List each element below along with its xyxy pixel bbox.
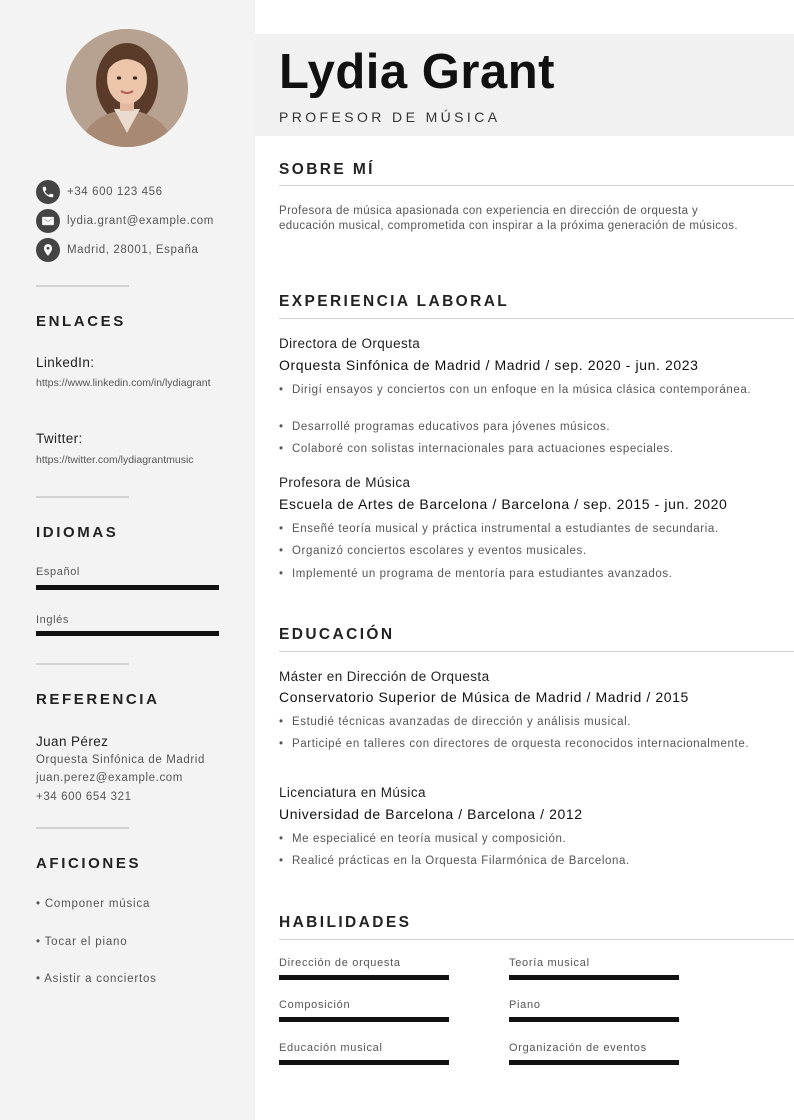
education-bullet: • Me especialicé en teoría musical y composición. [279,832,759,847]
phone-text: +34 600 123 456 [67,186,163,198]
education-bullet: • Realicé prácticas en la Orquesta Filarmónica de Barcelona. [279,854,759,869]
linkedin-url[interactable]: https://www.linkedin.com/in/lydiagrant [36,377,211,389]
job-role: Directora de Orquesta [279,336,421,351]
language-level-bar [36,631,219,636]
reference-phone: +34 600 654 321 [36,791,132,803]
section-rule [279,939,794,940]
job-bullet: • Implementé un programa de mentoría para estudiantes avanzados. [279,567,759,582]
portrait-image [66,29,188,147]
languages-heading: IDIOMAS [36,524,119,541]
contact-phone [36,180,163,204]
sidebar [0,0,255,1120]
language-name: Español [36,566,80,578]
skill-name: Composición [279,999,351,1011]
reference-org: Orquesta Sinfónica de Madrid [36,754,205,766]
skill-name: Teoría musical [509,957,590,969]
skill-name: Dirección de orquesta [279,957,401,969]
language-level-bar [36,585,219,590]
twitter-url[interactable]: https://twitter.com/lydiagrantmusic [36,454,194,466]
education-heading: EDUCACIÓN [279,626,395,643]
mail-icon [36,209,60,233]
language-name: Inglés [36,614,69,626]
degree-title: Máster en Dirección de Orquesta [279,669,490,684]
contact-email [36,209,214,233]
experience-heading: EXPERIENCIA LABORAL [279,293,510,310]
degree-org: Conservatorio Superior de Música de Madrid / Madrid / 2015 [279,689,689,705]
section-rule [279,651,794,652]
candidate-name: Lydia Grant [279,45,555,99]
twitter-label: Twitter: [36,431,83,446]
degree-org: Universidad de Barcelona / Barcelona / 2012 [279,806,583,822]
email-text[interactable]: lydia.grant@example.com [67,215,214,227]
hobby-text: Componer música [44,898,151,910]
divider [36,663,129,665]
contact-location [36,238,199,262]
linkedin-label: LinkedIn: [36,355,95,370]
hobby-item: • Tocar el piano [36,936,128,948]
reference-email[interactable]: juan.perez@example.com [36,772,183,784]
hobbies-heading: AFICIONES [36,855,142,872]
avatar [66,29,188,147]
hobby-item: • Asistir a conciertos [36,973,157,985]
education-bullet: • Estudié técnicas avanzadas de dirección y análisis musical. [279,715,759,730]
skill-level-bar [279,1060,449,1065]
skill-level-bar [509,1017,679,1022]
job-bullet: • Enseñé teoría musical y práctica instrumental a estudiantes de secundaria. [279,522,759,537]
phone-icon [36,180,60,204]
skill-name: Educación musical [279,1042,383,1054]
job-bullet: • Organizó conciertos escolares y eventos musicales. [279,544,759,559]
hobby-item: • Componer música [36,898,151,910]
skill-name: Piano [509,999,541,1011]
job-org: Escuela de Artes de Barcelona / Barcelona / sep. 2015 - jun. 2020 [279,496,728,512]
job-bullet: • Desarrollé programas educativos para jóvenes músicos. [279,420,759,435]
skill-level-bar [279,1017,449,1022]
divider [36,827,129,829]
skill-name: Organización de eventos [509,1042,647,1054]
links-heading: ENLACES [36,313,126,330]
reference-name: Juan Pérez [36,734,109,749]
hobby-text: Tocar el piano [44,936,128,948]
divider [36,285,129,287]
skill-level-bar [279,975,449,980]
location-pin-icon [36,238,60,262]
job-bullet: • Colaboré con solistas internacionales para actuaciones especiales. [279,442,759,457]
education-bullet: • Participé en talleres con directores de orquesta reconocidos internacionalmente. [279,737,759,752]
job-role: Profesora de Música [279,475,411,490]
job-title: PROFESOR DE MÚSICA [279,109,501,125]
skill-level-bar [509,975,679,980]
section-rule [279,185,794,186]
section-rule [279,318,794,319]
about-text: Profesora de música apasionada con experiencia en dirección de orquesta y educación musical, comprometida con inspirar a la próxima generación de músicos. [279,205,738,232]
reference-heading: REFERENCIA [36,691,160,708]
job-org: Orquesta Sinfónica de Madrid / Madrid / sep. 2020 - jun. 2023 [279,357,699,373]
degree-title: Licenciatura en Música [279,785,426,800]
about-heading: SOBRE MÍ [279,161,375,178]
skills-heading: HABILIDADES [279,914,412,931]
hobby-text: Asistir a conciertos [44,973,157,985]
divider [36,496,129,498]
location-text: Madrid, 28001, España [67,244,199,256]
job-bullet: • Dirigí ensayos y conciertos con un enfoque en la música clásica contemporánea. [279,383,759,398]
skill-level-bar [509,1060,679,1065]
